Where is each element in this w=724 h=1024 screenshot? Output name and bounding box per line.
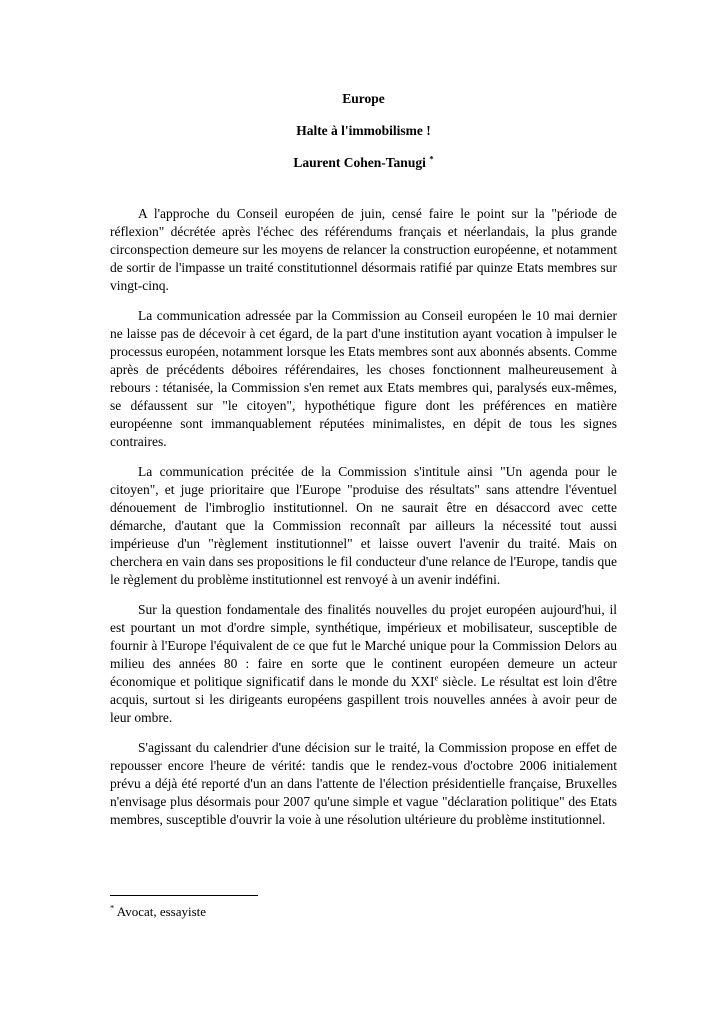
paragraph-4-ordinal-superscript: e <box>434 672 439 683</box>
footnote-text <box>110 903 617 920</box>
paragraph-5: S'agissant du calendrier d'une décision sur le traité, la Commission propose en effet de repousser encore l'heure de vérité: tandis que le rendez-vous d'octobre 2006 initialement prévu a déjà été reporté d'un an dans l'attente de l'élection présidentielle française, Bruxelles n'envisage plus désormais pour 2007 qu'une simple et vague "déclaration politique" des Etats membres, susceptible d'ouvrir la voie à une résolution ultérieure du problème institutionnel. <box>110 740 617 827</box>
author-footnote-mark: * <box>429 153 434 164</box>
footnote-label: Avocat, essayiste <box>116 904 207 919</box>
paragraph-4 <box>110 601 617 727</box>
paragraph-4-text-before: Sur la question fondamentale des finalités nouvelles du projet européen aujourd'hui, il est pourtant un mot d'ordre simple, synthétique, impérieux et mobilisateur, susceptible de fournir à l'Europe l'équivalent de ce que fut le Marché unique pour la Commission Delors au milieu des années 80 : faire en sorte que le continent européen demeure un acteur économique et politique significatif dans le monde du XXI <box>110 602 617 689</box>
document-body <box>110 90 617 841</box>
document-author <box>110 154 617 172</box>
footnote-separator-line <box>110 895 258 896</box>
title-block <box>110 90 617 172</box>
paragraph-4-text-after: siècle. Le résultat est loin d'être acquis, surtout si les dirigeants européens gaspillent trois nouvelles années à avoir peur de leur ombre. <box>110 674 617 725</box>
footnote <box>110 895 617 920</box>
document-title: Europe <box>342 91 385 106</box>
footnote-mark: * <box>110 902 115 913</box>
paragraph-1: A l'approche du Conseil européen de juin, censé faire le point sur la "période de réflexion" décrétée après l'échec des référendums français et néerlandais, la plus grande circonspection demeure sur les moyens de relancer la construction européenne, et notamment de sortir de l'impasse un traité constitutionnel désormais ratifié par quinze Etats membres sur vingt-cinq. <box>110 206 617 293</box>
paragraph-3: La communication précitée de la Commission s'intitule ainsi "Un agenda pour le citoyen", et juge prioritaire que l'Europe "produise des résultats" sans attendre l'éventuel dénouement de l'imbroglio institutionnel. On ne saurait être en désaccord avec cette démarche, d'autant que la Commission reconnaît par ailleurs la nécessité tout aussi impérieuse d'un "règlement institutionnel" et laisse ouvert l'avenir du traité. Mais on cherchera en vain dans ses propositions le fil conducteur d'une relance de l'Europe, tandis que le règlement du problème institutionnel est renvoyé à un avenir indéfini. <box>110 464 617 587</box>
paragraph-2: La communication adressée par la Commission au Conseil européen le 10 mai dernier ne laisse pas de décevoir à cet égard, de la part d'une institution ayant vocation à impulser le processus européen, notamment lorsque les Etats membres sont aux abonnés absents. Comme après de précédents déboires référendaires, les choses fonctionnent malheureusement à rebours : tétanisée, la Commission s'en remet aux Etats membres qui, paralysés eux-mêmes, se défaussent sur "le citoyen", hypothétique figure dont les préférences en matière européenne sont immanquablement réputées minimalistes, en dépit de tous les signes contraires. <box>110 308 617 449</box>
document-subtitle: Halte à l'immobilisme ! <box>296 123 431 138</box>
author-name: Laurent Cohen-Tanugi <box>293 155 426 170</box>
